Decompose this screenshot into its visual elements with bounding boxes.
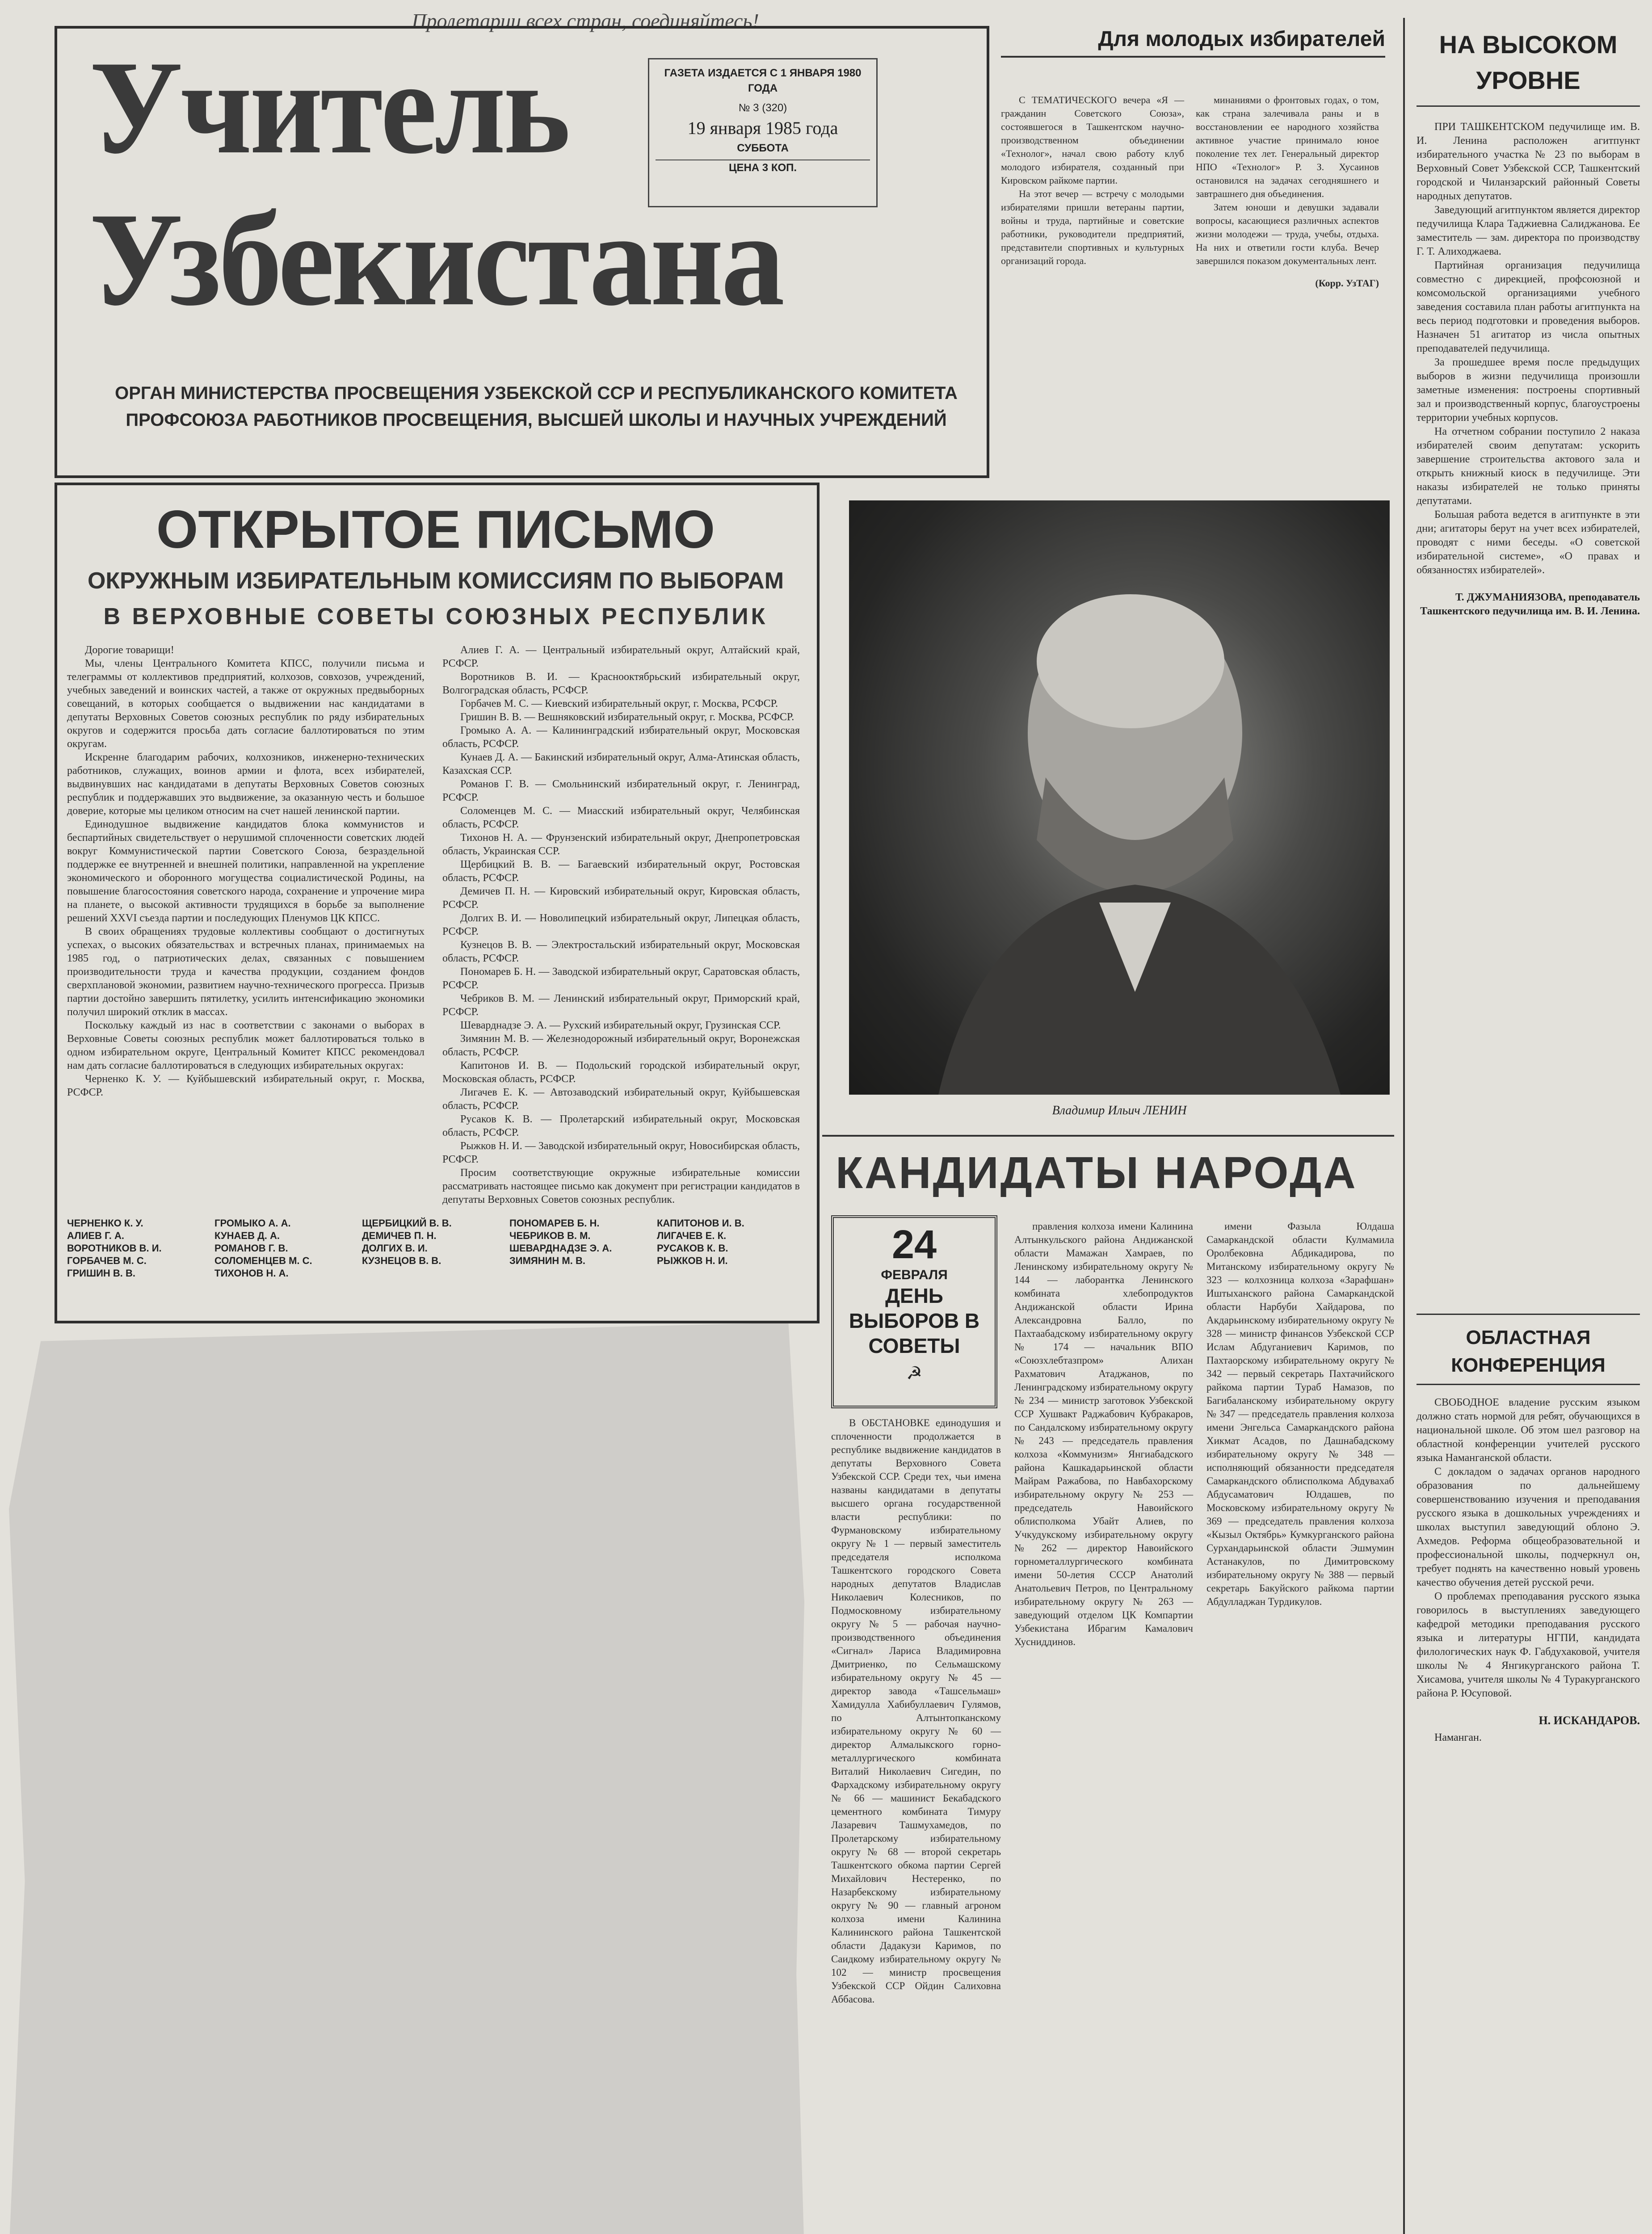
regional-article [1417,1314,1640,1744]
signature-name: ДОЛГИХ В. И. [362,1243,428,1254]
masthead-title-line2: Узбекистана [89,185,782,333]
signature-name: ГОРБАЧЕВ М. С. [67,1255,147,1266]
high-level-text4: За прошедшее время после предыдущих выборов в жизни педучилища произошли заметные изменения: построены спортивный зал и производственный корпус, благоустроены территории учебных корпусов. [1417,357,1640,424]
high-level-text2: Заведующий агитпунктом является директор педучилища Клара Таджиевна Салиджанова. Ее заместитель — зам. директора по производству Г. Т. Алиходжаева. [1417,204,1640,257]
signature-name: ГРИШИН В. В. [67,1268,135,1279]
assignment-item: Щербицкий В. В. — Багаевский избирательный округ, Ростовская область, РСФСР. [442,859,800,884]
masthead-date: 19 января 1985 года [687,118,838,138]
assignment-item: Демичев П. Н. — Кировский избирательный округ, Кировская область, РСФСР. [442,886,800,911]
young-voters-col1: С ТЕМАТИЧЕСКОГО вечера «Я — гражданин Советского Союза», состоявшегося в Ташкентском научно-производственном объединении «Технолог», начал свою работу клуб молодого избирателя, созданный при Кировском райкоме партии. [1001,94,1184,186]
assignment-item: Тихонов Н. А. — Фрунзенский избирательный округ, Днепропетровская область, Украинская ССР. [442,832,800,857]
assignment-item: Воротников В. И. — Краснооктябрьский избирательный округ, Волгоградская область, РСФСР. [442,671,800,696]
signature-name: ЛИГАЧЕВ Е. К. [657,1230,727,1241]
candidates-col1-text: В ОБСТАНОВКЕ единодушия и сплоченности продолжается в республике выдвижение кандидатов в депутаты Верховного Совета Узбекской ССР. Среди тех, чьи имена названы кандидатами в депутаты высшего органа государственной власти республики: по Фурмановскому избирательному округу № 1 — первый заместитель председателя исполкома Ташкентского городского Совета народных депутатов Владислав Николаевич Колесников, по Подмосковному избирательному округу № 5 — рабочая научно-производственного объединения «Сигнал» Лариса Владимировна Дмитриенко, по Сельмашскому избирательному округу № 45 — директор завода «Ташсельмаш» Хамидулла Хабибуллаевич Гулямов, по Алтынтопканскому избирательному округу № 60 — директор Алмалыкского горно-металлургического комбината Виталий Николаевич Сигедин, по Фархадскому избирательному округу № 66 — машинист Бекабадского цементного комбината Тимуру Лазаревич Ташмухамедов, по Пролетарскому избирательному округу № 68 — второй секретарь Ташкентского обкома партии Сергей Михайлович Нестеренко, по Назарбекскому избирательному округу № 90 — главный агроном колхоза имени Калинина Калининского района Ташкентской области Дадакузи Каримов, по Саидкому избирательному округу № 102 — министр просвещения Узбекской ССР Ойдин Салиховна Аббасова. [831,1417,1001,2005]
assignment-item: Горбачев М. С. — Киевский избирательный округ, г. Москва, РСФСР. [460,698,778,710]
signature-column [509,1217,643,1280]
signature-column [67,1217,201,1280]
candidates-col3 [1206,1220,1394,1608]
open-letter [67,496,804,1280]
masthead-price: ЦЕНА 3 КОП. [656,160,870,176]
assignment-item: Пономарев Б. Н. — Заводской избирательный округ, Саратовская область, РСФСР. [442,966,800,991]
high-level-title: НА ВЫСОКОМ УРОВНЕ [1417,27,1640,107]
signature-column [214,1217,349,1280]
candidates-col2-text: правления колхоза имени Калинина Алтынкульского района Андижанской области Мамажан Хамраев, по Ленинскому избирательному округу № 144 — лаборантка Ленинского комбината хлебопродуктов Андижанской области Ирина Александровна Балло, по Пахтаабадскому избирательному округу № 174 — начальник ВПО «Союзхлебтазпром» Алихан Рахматович Атаджанов, по Ленинградскому избирательному округу № 234 — министр заготовок Узбекской ССР Хушвакт Раджабович Кубракаров, по Сандалскому избирательному округу № 243 — председатель правления колхоза «Коммунизм» Янгиабадского района Кашкадарьинской области Майрам Ражабова, по Навбахорскому избирательному округу № 253 — председатель Навоийского облисполкома Убайт Алиев, по Учкудукскому избирательному округу № 262 — директор Навоийского горнометаллургического комбината имени 50-летия СССР Анатолий Анатольевич Петров, по Центральному избирательному округу № 263 — заведующий отделом ЦК Компартии Узбекистана Ибрагим Камалович Хусниддинов. [1014,1221,1193,1647]
assignment-item: Лигачев Е. К. — Автозаводский избирательный округ, Куйбышевская область, РСФСР. [442,1087,800,1112]
lenin-portrait [849,500,1390,1095]
assignment-item: Капитонов И. В. — Подольский городской избирательный округ, Московская область, РСФСР. [442,1060,800,1085]
masthead-organ [98,380,974,433]
candidates-col1 [831,1416,1001,2006]
signature-name: КАПИТОНОВ И. В. [657,1218,744,1229]
young-voters-col2: минаниями о фронтовых годах, о том, как страна залечивала раны и в восстановлении ее народного хозяйства активное участие принимало юное поколение тех лет. Генеральный директор НПО «Технолог» Р. З. Хусаинов остановился на задачах сегодняшнего и завтрашнего дня объединения. [1196,94,1379,199]
signature-name: КУЗНЕЦОВ В. В. [362,1255,441,1266]
signature-column [657,1217,791,1280]
open-letter-p2: Искренне благодарим рабочих, колхозников, инженерно-технических работников, служащих, воинов армии и флота, всех избирателей, выдвинувших нас кандидатами в депутаты Верховных Советов союзных республик и поддержавших это выдвижение, за оказанную честь и большое доверие, которые мы целиком относим на счет нашей ленинской партии. [67,752,425,817]
open-letter-greeting: Дорогие товарищи! [85,644,174,656]
assignment-item: Соломенцев М. С. — Миасский избирательный округ, Челябинская область, РСФСР. [442,805,800,830]
masthead-since: ГАЗЕТА ИЗДАЕТСЯ С 1 ЯНВАРЯ 1980 ГОДА [664,67,862,94]
election-day-text: ДЕНЬ ВЫБОРОВ В СОВЕТЫ [849,1284,980,1357]
election-day-number: 24 [891,1222,937,1267]
assignment-item: Алиев Г. А. — Центральный избирательный округ, Алтайский край, РСФСР. [442,644,800,669]
masthead-weekday: СУББОТА [737,142,789,154]
regional-text1: СВОБОДНОЕ владение русским языком должно стать нормой для ребят, обучающихся в национальной школе. Об этом шел разговор на областной конференции учителей русского языка Наманганской области. [1417,1397,1640,1464]
signature-name: ЧЕБРИКОВ В. М. [509,1230,591,1241]
open-letter-subtitle1: ОКРУЖНЫМ ИЗБИРАТЕЛЬНЫМ КОМИССИЯМ ПО ВЫБОРАМ [87,568,784,594]
high-level-signature: Т. ДЖУМАНИЯЗОВА, преподаватель Ташкентского педучилища им. В. И. Ленина. [1420,592,1640,617]
signature-name: РОМАНОВ Г. В. [214,1243,288,1254]
right-column-rule [1403,18,1405,2234]
assignment-item: Гришин В. В. — Вешняковский избирательный округ, г. Москва, РСФСР. [460,711,794,723]
assignment-item: Шеварднадзе Э. А. — Рухский избирательный округ, Грузинская ССР. [460,1020,781,1031]
signature-name: РЫЖКОВ Н. И. [657,1255,728,1266]
portrait-caption: Владимир Ильич ЛЕНИН [1052,1104,1187,1117]
open-letter-p5: Поскольку каждый из нас в соответствии с законами о выборах в Верховные Советы союзных республик может баллотироваться только в одном избирательном округе, Центральный Комитет КПСС рекомендовал нам дать согласие баллотироваться в следующих избирательных округах: [67,1020,425,1071]
high-level-text5: На отчетном собрании поступило 2 наказа избирателей своим депутатам: ускорить завершение строительства актового зала и открыть книжный киоск в педучилище. Эти наказы избирателей не только приняты депутатами. [1417,426,1640,507]
assignment-item: Громыко А. А. — Калининградский избирательный округ, Московская область, РСФСР. [442,725,800,750]
portrait-silhouette [849,500,1390,1095]
candidates-col2 [1014,1220,1193,1649]
signature-name: ГРОМЫКО А. А. [214,1218,291,1229]
open-letter-closing: Просим соответствующие окружные избирательные комиссии рассматривать настоящее письмо как документ при регистрации кандидатов в депутаты Верховных Советов союзных республик. [442,1167,800,1205]
signature-name: ЗИМЯНИН М. В. [509,1255,585,1266]
regional-signature: Н. ИСКАНДАРОВ. [1539,1714,1640,1727]
young-voters-col2b: Затем юноши и девушки задавали вопросы, касающиеся различных аспектов жизни молодежи — труда, учебы, отдыха. На них и ответили гости клуба. Вечер завершился показом документальных лент. [1196,202,1379,266]
signature-name: ЧЕРНЕНКО К. У. [67,1218,143,1229]
high-level-text1: ПРИ ТАШКЕНТСКОМ педучилище им. В. И. Ленина расположен агитпункт избирательного участка № 23 по выборам в Верховный Совет Узбекской ССР, Ташкентский городской и Чиланзарский районный Советы народных депутатов. [1417,121,1640,202]
assignment-item: Рыжков Н. И. — Заводской избирательный округ, Новосибирская область, РСФСР. [442,1140,800,1165]
masthead-info-box [648,58,878,207]
masthead-issue: № 3 (320) [738,102,787,114]
assignment-item: Кунаев Д. А. — Бакинский избирательный округ, Алма-Атинская область, Казахская ССР. [442,752,800,777]
open-letter-p1: Мы, члены Центрального Комитета КПСС, получили письма и телеграммы от коллективов предприятий, колхозов, совхозов, учреждений, учебных заведений и воинских частей, а также от окружных предвыборных совещаний, в которых сообщается о выдвижении нас кандидатами в депутаты Верховных Советов союзных республик по ряду избирательных округов и содержится просьба дать согласие баллотироваться по этим округам. [67,658,425,750]
assignment-item: Русаков К. В. — Пролетарский избирательный округ, Московская область, РСФСР. [442,1113,800,1138]
open-letter-p4: В своих обращениях трудовые коллективы сообщают о достигнутых успехах, о высоких обязательствах и встречных планах, принимаемых на 1985 год, о патриотических делах, связанных с повышением производительности труда и качества продукции, созданием фондов сверхплановой экономии, развитием научно-технического прогресса. Призыв партии достойно завершить пятилетку, усилить интенсификацию экономики получил широкий отклик в массах. [67,926,425,1018]
regional-text3: О проблемах преподавания русского языка говорилось в выступлениях заведующего кафедрой методики преподавания русского языка и литературы НГПИ, кандидата филологических наук Ф. Габдухаковой, учителя школы № 4 Янгикурганского района Т. Хисамова, учителя школы № 4 Туракурганского района Р. Юсуповой. [1417,1591,1640,1699]
high-level-text3: Партийная организация педучилища совместно с дирекцией, профсоюзной и комсомольской организациями учебного заведения составила план работы агитпункта на весь период подготовки и проведения выборов. Назначен 51 агитатор из числа опытных преподавателей педучилища. [1417,260,1640,354]
signature-name: АЛИЕВ Г. А. [67,1230,125,1241]
high-level-article [1417,27,1640,618]
signature-name: ПОНОМАРЕВ Б. Н. [509,1218,600,1229]
election-day-box [831,1215,997,1408]
open-letter-last-assignment: Черненко К. У. — Куйбышевский избирательный округ, г. Москва, РСФСР. [67,1073,425,1098]
open-letter-title: ОТКРЫТОЕ ПИСЬМО [156,500,715,559]
signature-name: ВОРОТНИКОВ В. И. [67,1243,162,1254]
candidates-title: КАНДИДАТЫ НАРОДА [836,1148,1358,1198]
signature-name: ДЕМИЧЕВ П. Н. [362,1230,437,1241]
slogan: Пролетарии всех стран, соединяйтесь! [412,9,759,32]
signature-name: ШЕВАРДНАДЗЕ Э. А. [509,1243,612,1254]
signature-name: СОЛОМЕНЦЕВ М. С. [214,1255,312,1266]
signature-name: РУСАКОВ К. В. [657,1243,728,1254]
signature-name: ТИХОНОВ Н. А. [214,1268,289,1279]
assignment-item: Чебриков В. М. — Ленинский избирательный округ, Приморский край, РСФСР. [442,993,800,1018]
regional-text2: С докладом о задачах органов народного образования по дальнейшему совершенствованию изучения и преподавания русского языка в дошкольных учреждениях и школах выступил заведующий облоно Э. Ахмедов. Реформа общеобразовательной и профессиональной школы, подчеркнул он, требует поднять на качественно новый уровень качество обучения детей русской речи. [1417,1466,1640,1588]
candidates-top-rule [822,1135,1394,1137]
torn-paper-area [9,1323,804,2234]
high-level-text6: Большая работа ведется в агитпункте в эти дни; агитаторы берут на учет всех избирателей, проводят с ними беседы. «О советской избирательной системе», «О правах и обязанностях избирателей». [1417,509,1640,576]
signature-name: КУНАЕВ Д. А. [214,1230,280,1241]
assignment-item: Долгих В. И. — Новолипецкий избирательный округ, Липецкая область, РСФСР. [442,912,800,937]
hammer-sickle-icon: ☭ [906,1363,922,1383]
assignment-item: Зимянин М. В. — Железнодорожный избирательный округ, Воронежская область, РСФСР. [442,1033,800,1058]
assignment-item: Романов Г. В. — Смольнинский избирательный округ, г. Ленинград, РСФСР. [442,778,800,803]
young-voters-article [1001,27,1385,541]
regional-title: ОБЛАСТНАЯ КОНФЕРЕНЦИЯ [1417,1324,1640,1385]
election-day-month: ФЕВРАЛЯ [881,1268,948,1282]
young-voters-col1b: На этот вечер — встречу с молодыми избирателями пришли ветераны партии, войны и труда, партийные и советские работники, руководители предприятий, представители спортивных и культурных организаций города. [1001,188,1184,266]
candidates-col3-text: имени Фазыла Юлдаша Самаркандской области Кулмамила Оролбековна Абдикадирова, по Митанскому избирательному округу № 323 — колхозница колхоза «Зарафшан» Иштыханского района Самаркандской области Нарбуби Хайдарова, по Акдарьинскому избирательному округу № 328 — министр финансов Узбекской ССР Ислам Абдуганиевич Каримов, по Пахтаорскому избирательному округу № 342 — первый секретарь Пахтачийского райкома партии Тураб Намазов, по Багибаланскому избирательному округу № 347 — председатель правления колхоза имени Энгельса Самаркандского района Хикмат Асадов, по Дашнабадскому избирательному округу № 348 — исполняющий обязанности председателя Самаркандского облисполкома Абдувахаб Абдусаматович Юлдашев, по Московскому избирательному округу № 369 — председатель правления колхоза «Кызыл Октябрь» Кумкурганского района Сурхандарьинской области Эшмумин Астанакулов, по Димитровскому избирательному округу № 388 — первый секретарь Бакуйского райкома партии Абдулладжан Турдикулов. [1206,1221,1394,1607]
signature-name: ЩЕРБИЦКИЙ В. В. [362,1218,452,1229]
young-voters-signature: (Корр. УзТАГ) [1315,277,1379,289]
regional-top-rule [1417,1314,1640,1315]
open-letter-signatures [67,1217,804,1280]
open-letter-assignments [442,643,800,1206]
assignment-item: Кузнецов В. В. — Электростальский избирательный округ, Московская область, РСФСР. [442,939,800,964]
open-letter-subtitle2: В ВЕРХОВНЫЕ СОВЕТЫ СОЮЗНЫХ РЕСПУБЛИК [103,604,768,630]
young-voters-title: Для молодых избирателей [1001,27,1385,58]
masthead-title-line1: Учитель [89,33,568,181]
open-letter-p3: Единодушное выдвижение кандидатов блока коммунистов и беспартийных свидетельствует о нерушимой сплоченности советских людей вокруг Коммунистической партии Советского Союза, безраздельной поддержке ее внутренней и внешней политики, направленной на укрепление экономического и оборонного могущества социалистической Родины, на повышение благосостояния советского народа, сохранение и упрочение мира на планете, о высокой активности трудящихся в борьбе за выполнение решений XXVI съезда партии и последующих Пленумов ЦК КПСС. [67,819,425,924]
masthead-organ-line2: ПРОФСОЮЗА РАБОТНИКОВ ПРОСВЕЩЕНИЯ, ВЫСШЕЙ ШКОЛЫ И НАУЧНЫХ УЧРЕЖДЕНИЙ [126,410,947,430]
signature-column [362,1217,496,1280]
regional-place: Наманган. [1434,1732,1482,1743]
masthead-organ-line1: ОРГАН МИНИСТЕРСТВА ПРОСВЕЩЕНИЯ УЗБЕКСКОЙ ССР И РЕСПУБЛИКАНСКОГО КОМИТЕТА [115,383,958,403]
